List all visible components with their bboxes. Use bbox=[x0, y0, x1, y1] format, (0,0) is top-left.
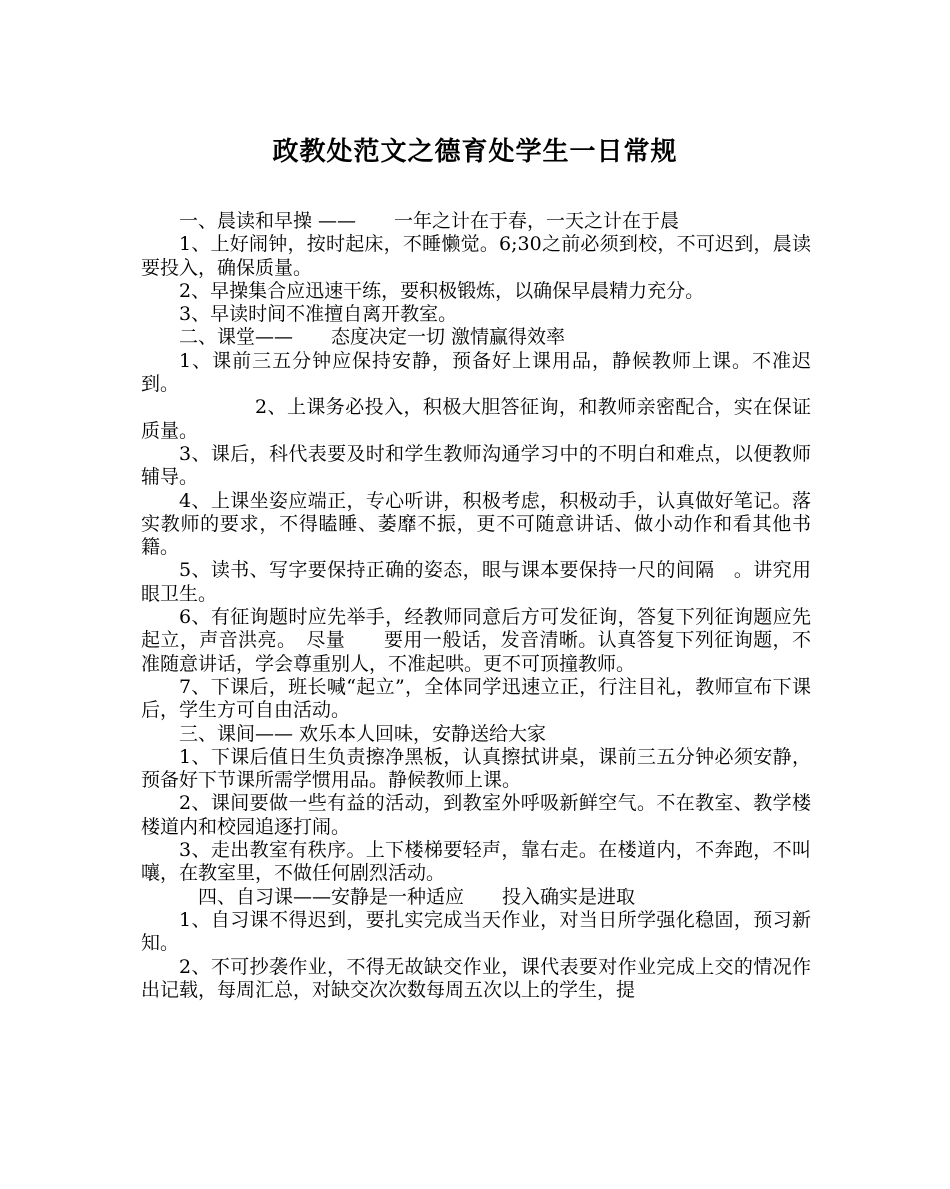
paragraph: 7、下课后，班长喊“起立”，全体同学迅速立正，行注目礼，教师宣布下课后，学生方可自由活动。 bbox=[141, 675, 811, 722]
section-heading-3: 三、课间—— 欢乐本人回味，安静送给大家 bbox=[179, 722, 547, 745]
paragraph: 3、早读时间不准擅自离开教室。 bbox=[179, 303, 458, 326]
section-heading-1: 一、晨读和早操 —— 一年之计在于春，一天之计在于晨 bbox=[179, 210, 680, 232]
paragraph: 1、上好闹钟，按时起床，不睡懒觉。6;30之前必须到校，不可迟到，晨读要投入，确保质量。 bbox=[141, 233, 811, 279]
paragraph: 2、早操集合应迅速干练，要积极锻炼，以确保早晨精力充分。 bbox=[179, 279, 705, 302]
paragraph: 3、走出教室有秩序。上下楼梯要轻声，靠右走。在楼道内，不奔跑，不叫嚷，在教室里，不做任何剧烈活动。 bbox=[141, 839, 811, 885]
paragraph: 6、有征询题时应先举手，经教师同意后方可发征询，答复下列征询题应先起立，声音洪亮。 尽量 要用一般话，发音清晰。认真答复下列征询题，不准随意讲话，学会尊重别人，不准起哄。更不可顶撞教师。 bbox=[141, 606, 811, 675]
paragraph: 3、课后，科代表要及时和学生教师沟通学习中的不明白和难点，以便教师辅导。 bbox=[141, 442, 811, 489]
paragraph: 1、自习课不得迟到，要扎实完成当天作业，对当日所学强化稳固，预习新知。 bbox=[141, 908, 811, 955]
section-heading-2: 二、课堂—— 态度决定一切 激情赢得效率 bbox=[179, 326, 566, 349]
paragraph: 2、不可抄袭作业，不得无故缺交作业，课代表要对作业完成上交的情况作出记载，每周汇总，对缺交次次数每周五次以上的学生，提 bbox=[141, 955, 811, 1001]
document-body bbox=[141, 210, 811, 1002]
section-heading-4: 四、自习课——安静是一种适应 投入确实是进取 bbox=[198, 885, 636, 908]
paragraph: 4、上课坐姿应端正，专心听讲，积极考虑，积极动手，认真做好笔记。落实教师的要求，不得瞌睡、萎靡不振，更不可随意讲话、做小动作和看其他书籍。 bbox=[141, 489, 811, 559]
paragraph: 1、课前三五分钟应保持安静，预备好上课用品，静候教师上课。不准迟到。 bbox=[141, 349, 811, 396]
paragraph: 5、读书、写字要保持正确的姿态，眼与课本要保持一尺的间隔 。讲究用眼卫生。 bbox=[141, 559, 811, 605]
paragraph: 2、课间要做一些有益的活动，到教室外呼吸新鲜空气。不在教室、教学楼楼道内和校园追逐打闹。 bbox=[141, 792, 811, 838]
document-title: 政教处范文之德育处学生一日常规 bbox=[272, 137, 678, 167]
paragraph: 1、下课后值日生负责擦净黑板，认真擦拭讲桌，课前三五分钟必须安静，预备好下节课所需学惯用品。静候教师上课。 bbox=[141, 745, 811, 792]
paragraph: 2、上课务必投入，积极大胆答征询，和教师亲密配合，实在保证质量。 bbox=[141, 396, 811, 442]
